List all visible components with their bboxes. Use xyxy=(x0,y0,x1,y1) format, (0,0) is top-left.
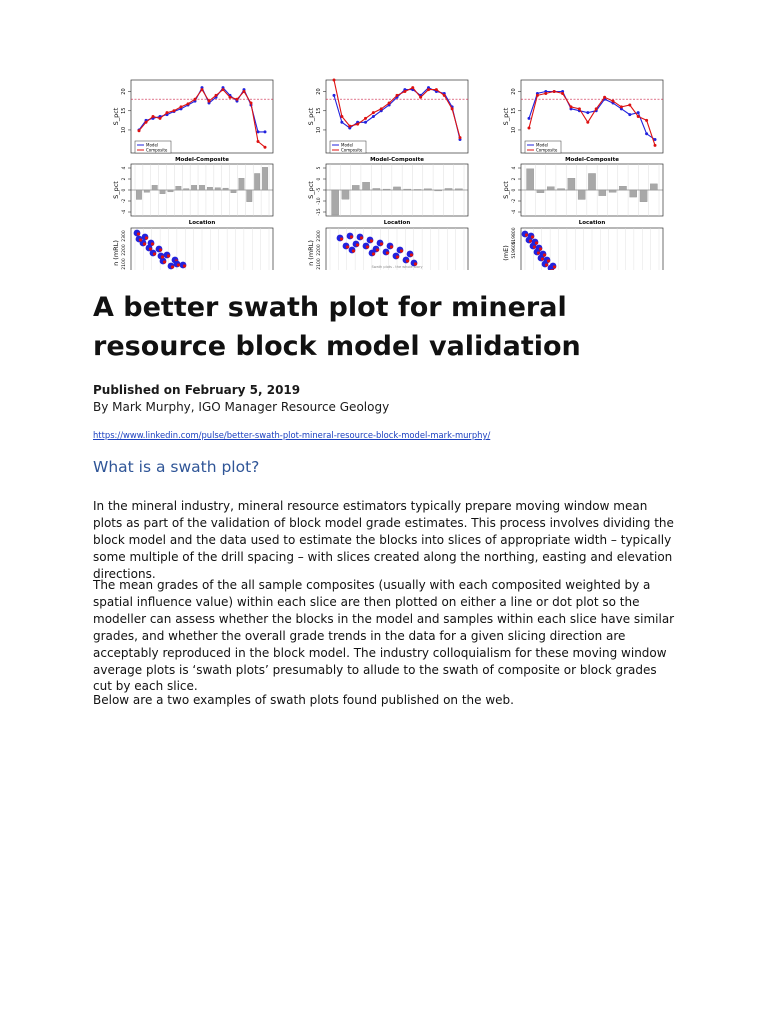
panel-3-model-point xyxy=(586,111,589,114)
panel-3-difference-bar xyxy=(527,169,534,190)
panel-3-difference-bar xyxy=(640,190,647,202)
panel-3-composite-point xyxy=(595,107,598,110)
panel-2-map-composite-point xyxy=(346,245,349,248)
panel-3-map-composite-point xyxy=(539,247,542,250)
panel-1-map-composite-point xyxy=(143,242,146,245)
panel-2-figure-caption: Swath plots - the whole story xyxy=(371,265,423,269)
panel-1-difference-bar xyxy=(231,190,237,193)
panel-2-mid-tick-label: -10 xyxy=(317,197,322,205)
panel-2-map-composite-point xyxy=(376,248,379,251)
panel-3-map-tick-label: 519800 xyxy=(512,227,517,245)
panel-2-difference-bar xyxy=(373,188,380,190)
panel-1-mid-tick-label: -4 xyxy=(122,209,127,215)
panel-1-composite-point xyxy=(236,98,239,101)
panel-3-map-tick-label: 519600 xyxy=(512,241,517,259)
panel-1-difference-bar xyxy=(207,187,213,190)
panel-1-map-composite-point xyxy=(153,252,156,255)
panel-3-mid-tick-label: -4 xyxy=(512,209,517,215)
panel-1-legend-model-label: Model xyxy=(146,142,159,148)
panel-1-map-composite-point xyxy=(171,265,174,268)
panel-1-top-tick-label: 20 xyxy=(121,88,127,95)
panel-2-composite-point xyxy=(443,94,446,97)
panel-1-map-composite-point xyxy=(161,255,164,258)
panel-2-legend-composite-label: Composite xyxy=(341,147,363,153)
panel-1-difference-bar xyxy=(152,185,158,190)
panel-3-legend-composite-label: Composite xyxy=(536,147,558,153)
panel-1-composite-point xyxy=(166,111,169,114)
paragraph-3: Below are a two examples of swath plots found published on the web. xyxy=(93,693,514,707)
panel-2-composite-point xyxy=(372,111,375,114)
panel-1-top-tick-label: 10 xyxy=(121,126,127,134)
panel-2-top-xlabel: Model-Composite xyxy=(370,157,424,163)
panel-1-composite-point xyxy=(187,102,190,105)
panel-1-difference-bar xyxy=(254,173,260,190)
panel-3-mid-tick-label: 0 xyxy=(512,188,517,192)
panel-3-difference-bar xyxy=(557,189,564,190)
panel-1-difference-bar xyxy=(136,190,142,199)
panel-1-top-tick-label: 15 xyxy=(121,107,127,114)
panel-3-difference-bar xyxy=(630,190,637,197)
panel-1-mid-ylabel: S_pct xyxy=(112,181,120,199)
panel-3-composite-point xyxy=(570,105,573,108)
panel-3-composite-point xyxy=(645,119,648,122)
panel-1-mid-tick-label: 4 xyxy=(122,166,127,170)
panel-1-composite-point xyxy=(173,109,176,112)
panel-1-difference-bar xyxy=(239,178,245,190)
panel-1-composite-point xyxy=(222,88,225,91)
panel-1-map-composite-point xyxy=(139,238,142,241)
panel-1-difference-bar xyxy=(262,167,268,190)
panel-2-map-composite-point xyxy=(350,235,353,238)
panel-3-difference-bar xyxy=(599,190,606,196)
swath-plot-image xyxy=(93,78,676,270)
panel-2-model-point xyxy=(340,121,343,124)
panel-1-difference-bar xyxy=(191,185,197,190)
article-meta xyxy=(93,382,389,416)
panel-3-difference-bar xyxy=(619,186,626,190)
panel-2-legend-model-label: Model xyxy=(341,142,354,148)
panel-1-difference-bar xyxy=(176,186,182,190)
panel-3-difference-bar xyxy=(568,178,575,190)
panel-1-map-composite-point xyxy=(151,242,154,245)
panel-2-mid-tick-label: 5 xyxy=(317,166,322,170)
panel-3-composite-point xyxy=(612,100,615,103)
panel-2-map-composite-point xyxy=(356,243,359,246)
panel-3-map-composite-point xyxy=(543,253,546,256)
panel-2-map-composite-point xyxy=(396,255,399,258)
panel-2-mid-tick-label: -15 xyxy=(317,208,322,216)
panel-1-mid-xlabel: Location xyxy=(188,220,216,226)
author-byline: By Mark Murphy, IGO Manager Resource Geology xyxy=(93,400,390,414)
panel-2-composite-point xyxy=(388,102,391,105)
panel-1-composite-point xyxy=(201,88,204,91)
panel-1-map-composite-point xyxy=(167,254,170,257)
panel-2-composite-line xyxy=(334,80,460,138)
panel-2-difference-bar xyxy=(414,189,421,190)
panel-2-composite-point xyxy=(356,123,359,126)
panel-2-map-composite-point xyxy=(366,245,369,248)
panel-1-map-composite-point xyxy=(163,260,166,263)
panel-1-difference-bar xyxy=(160,190,166,194)
panel-3-difference-bar xyxy=(578,190,585,199)
panel-2-difference-bar xyxy=(362,182,369,190)
panel-1-map-composite-point xyxy=(137,232,140,235)
panel-3-composite-point xyxy=(528,127,531,130)
panel-2-map-composite-point xyxy=(406,259,409,262)
panel-2-map-composite-point xyxy=(340,237,343,240)
panel-1-difference-bar xyxy=(168,190,174,192)
panel-3-composite-point xyxy=(561,92,564,95)
panel-1-composite-line xyxy=(139,90,265,148)
panel-3-mid-ylabel: S_pct xyxy=(502,181,510,199)
section-heading: What is a swath plot? xyxy=(93,458,260,476)
panel-3-top-tick-label: 20 xyxy=(511,88,517,95)
panel-1-composite-point xyxy=(138,129,141,132)
panel-3-composite-point xyxy=(553,90,556,93)
panel-2-top-tick-label: 10 xyxy=(316,126,322,134)
panel-2-composite-point xyxy=(403,90,406,93)
panel-3-mid-tick-label: 2 xyxy=(512,177,517,181)
panel-3-composite-point xyxy=(637,115,640,118)
panel-1-difference-bar xyxy=(223,188,229,190)
panel-2-map-tick-label: 2200 xyxy=(317,244,322,256)
panel-2-composite-point xyxy=(380,107,383,110)
panel-1-legend-composite-label: Composite xyxy=(146,147,168,153)
panel-2-map-tick-label: 2300 xyxy=(317,230,322,242)
panel-1-map-composite-point xyxy=(149,247,152,250)
panel-2-difference-bar xyxy=(342,190,349,199)
panel-3-mid-xlabel: Location xyxy=(578,220,606,226)
panel-2-map-composite-point xyxy=(370,239,373,242)
panel-1-composite-point xyxy=(180,105,183,108)
panel-2-composite-point xyxy=(451,107,454,110)
panel-2-composite-point xyxy=(348,125,351,128)
panel-1-composite-point xyxy=(229,96,232,99)
panel-1-map-composite-point xyxy=(145,236,148,239)
panel-1-model-point xyxy=(264,130,267,133)
panel-2-mid-tick-label: 0 xyxy=(317,177,322,181)
panel-1-map-tick-label: 2200 xyxy=(122,244,127,256)
panel-1-map-tick-label: 2300 xyxy=(122,230,127,242)
panel-3-top-tick-label: 15 xyxy=(511,107,517,114)
panel-2-top-tick-label: 15 xyxy=(316,107,322,114)
panel-1-difference-bar xyxy=(144,190,150,192)
panel-3-map-composite-point xyxy=(535,241,538,244)
panel-1-map-tick-label: 2100 xyxy=(122,258,127,270)
panel-3-difference-bar xyxy=(547,187,554,190)
panel-3-composite-point xyxy=(603,96,606,99)
panel-3-top-tick-label: 10 xyxy=(511,126,517,134)
panel-1-top-xlabel: Model-Composite xyxy=(175,157,229,163)
panel-2-map-tick-label: 2100 xyxy=(317,258,322,270)
panel-2-model-point xyxy=(372,115,375,118)
panel-2-map-ylabel: n (mRL) xyxy=(307,240,315,266)
panel-3-composite-point xyxy=(544,92,547,95)
panel-3-composite-point xyxy=(654,144,657,147)
panel-2-difference-bar xyxy=(455,189,462,190)
source-link[interactable]: https://www.linkedin.com/pulse/better-swath-plot-mineral-resource-block-model-mark-murphy/ xyxy=(93,430,491,440)
panel-2-difference-bar xyxy=(424,189,431,190)
panel-1-mid-tick-label: -2 xyxy=(122,198,127,204)
panel-1-difference-bar xyxy=(199,185,205,190)
panel-2-map-composite-point xyxy=(390,245,393,248)
panel-1-composite-point xyxy=(243,90,246,93)
panel-1-composite-point xyxy=(215,94,218,97)
panel-1-composite-point xyxy=(264,146,267,149)
panel-2-difference-bar xyxy=(383,189,390,190)
panel-1-map-composite-point xyxy=(183,264,186,267)
panel-2-composite-point xyxy=(419,96,422,99)
panel-1-composite-point xyxy=(152,115,155,118)
panel-2-map-composite-point xyxy=(372,252,375,255)
panel-2-difference-bar xyxy=(332,190,339,215)
panel-3-mid-tick-label: -2 xyxy=(512,198,517,204)
panel-3-composite-point xyxy=(536,94,539,97)
panel-3-legend-model-label: Model xyxy=(536,142,549,148)
panel-1-composite-point xyxy=(250,102,253,105)
article-title: A better swath plot for mineral resource block model validation xyxy=(93,292,581,362)
panel-3-top-ylabel: S_pct xyxy=(502,107,510,126)
panel-1-difference-bar xyxy=(247,190,253,202)
panel-3-composite-point xyxy=(620,105,623,108)
panel-2-difference-bar xyxy=(393,187,400,190)
panel-1-composite-point xyxy=(159,117,162,120)
panel-2-map-composite-point xyxy=(360,236,363,239)
panel-3-difference-bar xyxy=(609,190,616,192)
panel-2-map-composite-point xyxy=(400,249,403,252)
panel-2-mid-tick-label: -5 xyxy=(317,187,322,193)
panel-2-composite-point xyxy=(411,86,414,89)
panel-2-composite-point xyxy=(340,115,343,118)
panel-2-composite-point xyxy=(427,88,430,91)
panel-1-composite-point xyxy=(208,100,211,103)
panel-2-top-tick-label: 20 xyxy=(316,88,322,95)
panel-3-model-point xyxy=(645,132,648,135)
panel-2-model-point xyxy=(364,121,367,124)
panel-3-map-ylabel: (mE) xyxy=(502,245,510,261)
panel-2-difference-bar xyxy=(435,190,442,191)
panel-2-map-composite-point xyxy=(352,249,355,252)
panel-3-map-composite-point xyxy=(531,235,534,238)
panel-2-mid-ylabel: S_pct xyxy=(307,181,315,199)
panel-2-model-point xyxy=(333,94,336,97)
panel-2-top-ylabel: S_pct xyxy=(307,107,315,126)
panel-1-map-composite-point xyxy=(159,248,162,251)
paragraph-2: The mean grades of the all sample composites (usually with each composited weighted by a spatial influence value) within each slice are then plotted on either a line or dot plot so the modeller can assess whether the blocks in the model and samples within each slice have similar grades, and whether the overall grade trends in the data for a given slicing direction are acceptably reproduced in the block model. The industry colloquialism for these moving window average plots is ‘swath plots’ presumably to allude to the swath of composite or block grades cut by each slice. xyxy=(93,578,675,694)
panel-2-composite-point xyxy=(459,136,462,139)
panel-3-mid-tick-label: 4 xyxy=(512,166,517,170)
panel-3-map-composite-point xyxy=(545,263,548,266)
panel-1-top-ylabel: S_pct xyxy=(112,107,120,126)
panel-2-composite-point xyxy=(396,94,399,97)
panel-1-composite-point xyxy=(257,140,260,143)
panel-3-model-point xyxy=(637,111,640,114)
panel-1-difference-bar xyxy=(183,189,189,190)
panel-1-difference-bar xyxy=(215,188,221,190)
panel-2-composite-point xyxy=(364,117,367,120)
panel-3-difference-bar xyxy=(588,173,595,190)
panel-2-composite-point xyxy=(333,79,336,82)
panel-3-composite-point xyxy=(628,103,631,106)
panel-1-mid-tick-label: 2 xyxy=(122,177,127,181)
panel-1-map-composite-point xyxy=(177,263,180,266)
panel-1-map-ylabel: n (mRL) xyxy=(112,240,120,266)
panel-3-map-composite-point xyxy=(547,259,550,262)
panel-3-composite-point xyxy=(586,121,589,124)
panel-2-map-composite-point xyxy=(410,253,413,256)
panel-2-difference-bar xyxy=(404,189,411,190)
panel-3-composite-point xyxy=(578,107,581,110)
panel-2-difference-bar xyxy=(445,188,452,190)
panel-3-model-point xyxy=(628,113,631,116)
swath-plot-figure xyxy=(93,78,676,270)
panel-3-map-composite-point xyxy=(553,265,556,268)
published-date: Published on February 5, 2019 xyxy=(93,383,301,397)
panel-3-model-point xyxy=(528,117,531,120)
panel-3-difference-bar xyxy=(537,190,544,193)
paragraph-1: In the mineral industry, mineral resource estimators typically prepare moving window mean plots as part of the validation of block model grade estimates. This process involves dividing the block model and the data used to estimate the blocks into slices of appropriate width – typically some multiple of the drill spacing – with slices created along the northing, easting and elevation directions. xyxy=(93,499,674,581)
panel-3-composite-line xyxy=(529,92,655,146)
panel-1-mid-tick-label: 0 xyxy=(122,188,127,192)
panel-3-top-xlabel: Model-Composite xyxy=(565,157,619,163)
panel-3-difference-bar xyxy=(650,184,657,190)
panel-1-composite-point xyxy=(194,98,197,101)
panel-2-map-composite-point xyxy=(380,242,383,245)
panel-1-composite-point xyxy=(145,121,148,124)
panel-2-composite-point xyxy=(435,88,438,91)
panel-2-map-composite-point xyxy=(386,251,389,254)
panel-2-mid-xlabel: Location xyxy=(383,220,411,226)
panel-2-difference-bar xyxy=(352,185,359,190)
